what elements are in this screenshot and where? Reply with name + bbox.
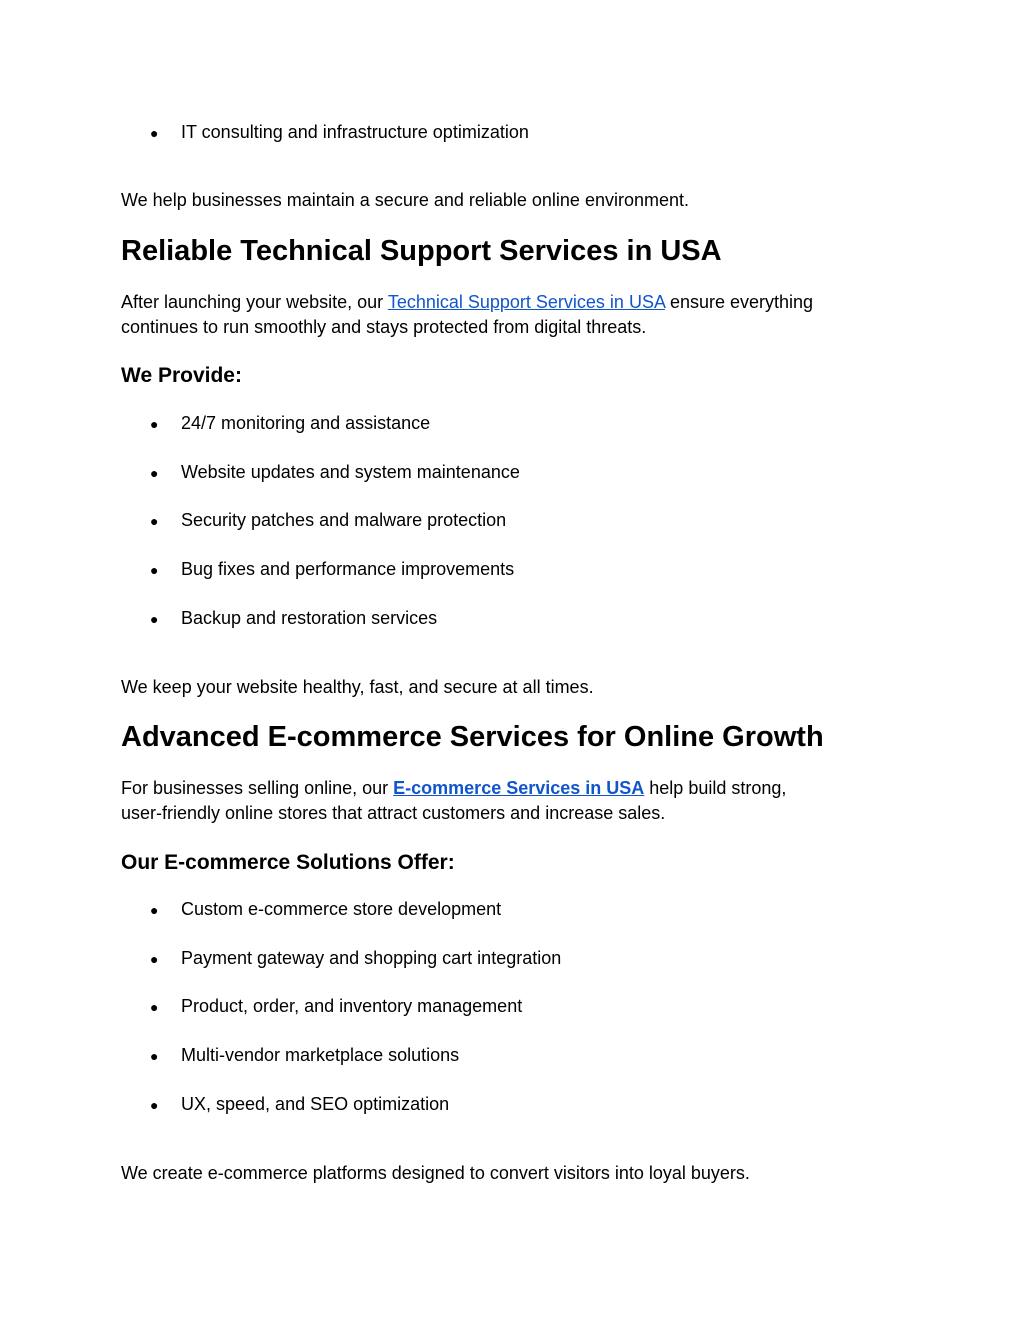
text: ensure everything <box>664 292 814 312</box>
list-item-text: Multi-vendor marketplace solutions <box>181 1045 460 1065</box>
list-item-text: Product, order, and inventory management <box>181 996 523 1016</box>
bullet-icon: ● <box>150 125 159 141</box>
bullet-icon: ● <box>150 562 159 578</box>
list-item <box>150 1044 459 1067</box>
bullet-icon: ● <box>150 465 159 481</box>
list-item <box>150 607 437 630</box>
list-item <box>150 121 529 144</box>
list-item <box>150 995 522 1018</box>
paragraph: We help businesses maintain a secure and reliable online environment. <box>121 190 690 210</box>
list-item <box>150 558 514 581</box>
list-item <box>150 898 501 921</box>
list-item <box>150 509 506 532</box>
bullet-icon: ● <box>150 999 159 1015</box>
bullet-icon: ● <box>150 1048 159 1064</box>
heading-we-provide: We Provide: <box>121 364 242 387</box>
bullet-icon: ● <box>150 513 159 529</box>
text: continues to run smoothly and stays protected from digital threats. <box>121 317 647 337</box>
list-item-text: Website updates and system maintenance <box>181 462 520 482</box>
list-item-text: Backup and restoration services <box>181 608 438 628</box>
list-item <box>150 461 520 484</box>
list-item-text: Custom e-commerce store development <box>181 899 502 919</box>
paragraph <box>121 776 786 826</box>
bullet-icon: ● <box>150 416 159 432</box>
list-item-text: UX, speed, and SEO optimization <box>181 1094 450 1114</box>
bullet-icon: ● <box>150 951 159 967</box>
text: After launching your website, our <box>121 292 388 312</box>
bullet-icon: ● <box>150 1097 159 1113</box>
paragraph: We create e-commerce platforms designed to convert visitors into loyal buyers. <box>121 1163 750 1183</box>
list-item-text: Security patches and malware protection <box>181 510 507 530</box>
list-item <box>150 412 430 435</box>
heading-solutions-offer: Our E-commerce Solutions Offer: <box>121 851 455 874</box>
list-item <box>150 947 561 970</box>
bullet-icon: ● <box>150 611 159 627</box>
text: help build strong, <box>644 778 787 798</box>
list-item <box>150 1093 449 1116</box>
paragraph <box>121 290 813 340</box>
heading-ecommerce: Advanced E-commerce Services for Online Growth <box>121 721 824 753</box>
list-item-text: IT consulting and infrastructure optimization <box>181 122 529 142</box>
list-item-text: Bug fixes and performance improvements <box>181 559 515 579</box>
heading-technical-support: Reliable Technical Support Services in USA <box>121 235 722 267</box>
ecommerce-services-link[interactable]: E-commerce Services in USA <box>393 778 645 798</box>
paragraph: We keep your website healthy, fast, and secure at all times. <box>121 677 594 697</box>
bullet-icon: ● <box>150 902 159 918</box>
text: For businesses selling online, our <box>121 778 394 798</box>
technical-support-link[interactable]: Technical Support Services in USA <box>387 292 665 312</box>
list-item-text: Payment gateway and shopping cart integration <box>181 948 562 968</box>
list-item-text: 24/7 monitoring and assistance <box>181 413 431 433</box>
text: user-friendly online stores that attract customers and increase sales. <box>121 803 666 823</box>
